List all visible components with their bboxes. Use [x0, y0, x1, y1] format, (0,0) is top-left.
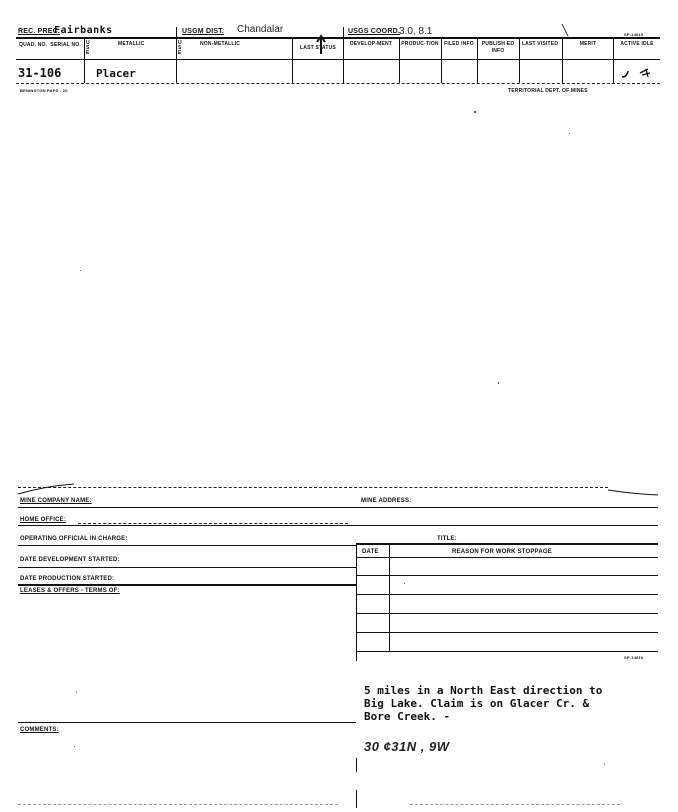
speck [474, 111, 476, 113]
comments-label: COMMENTS: [20, 727, 59, 733]
col-production: PRODUC-TION [401, 41, 439, 47]
col-last-visited: LAST VISITED [521, 41, 559, 47]
notes-line-3: Bore Creek. - [364, 710, 451, 723]
speck [76, 692, 77, 693]
operating-official-label: OPERATING OFFICIAL IN CHARGE: [20, 536, 128, 542]
lower-top-rule [18, 487, 608, 488]
col-development: DEVELOP-MENT [349, 41, 393, 47]
rec-prec-label: REC. PREC. [18, 28, 61, 35]
printer-note: BENINGTON PAPD - 20 [20, 88, 68, 93]
col-use-metallic: USE [86, 40, 90, 56]
col-quad-serial: QUAD. NO. SERIAL NO. [19, 42, 81, 48]
rec-prec-value: Fairbanks [54, 25, 113, 36]
col-last-status: LAST STATUS [300, 45, 336, 51]
status-mark [314, 34, 328, 56]
header-rule [16, 59, 660, 60]
col-use-nonmetallic: USE [178, 40, 182, 56]
date-development-label: DATE DEVELOPMENT STARTED: [20, 557, 120, 563]
col-active-idle: ACTIVE IDLE [620, 41, 654, 47]
mine-company-name-label: MINE COMPANY NAME: [20, 498, 92, 504]
form-id-2: SP-14616 [624, 655, 644, 660]
usgs-coord-label: USGS COORD. [348, 28, 400, 35]
notes-line-2: Big Lake. Claim is on Glacer Cr. & [364, 697, 590, 710]
row-bottom-rule [16, 83, 660, 84]
mine-address-label: MINE ADDRESS: [361, 498, 412, 504]
speck [404, 583, 405, 584]
pencil-stroke [560, 22, 580, 38]
speck [569, 133, 570, 134]
department-note: TERRITORIAL DEPT. OF MINES [508, 88, 588, 94]
handwritten-location: 30 ¢31N , 9W [364, 739, 450, 754]
notes-line-1: 5 miles in a North East direction to [364, 684, 603, 697]
title-label: TITLE: [437, 536, 457, 542]
col-merit: MERIT [579, 41, 597, 47]
col-published-info: PUBLISH-ED INFO [481, 41, 515, 54]
record-quad-serial: 31-106 [18, 66, 62, 80]
col-metallic: METALLIC [118, 41, 145, 47]
leases-offers-label: LEASES & OFFERS - TERMS OF: [20, 588, 120, 594]
speck [604, 764, 605, 765]
location-notes [364, 684, 602, 723]
col-non-metallic: NON-METALLIC [200, 41, 241, 47]
date-header: DATE [362, 549, 379, 555]
col-filed-info: FILED INFO [444, 41, 474, 47]
active-idle-mark [618, 65, 658, 81]
speck [498, 382, 499, 384]
reason-header: REASON FOR WORK STOPPAGE [452, 549, 552, 555]
speck [74, 746, 75, 747]
record-metallic: Placer [96, 67, 136, 80]
usgs-coord-value: 3.0, 8.1 [399, 26, 433, 37]
form-id: SP-14615 [624, 32, 644, 37]
speck [80, 270, 81, 271]
usgm-dist-value: Chandalar [237, 24, 284, 35]
home-office-label: HOME OFFICE: [20, 517, 67, 523]
date-production-label: DATE PRODUCTION STARTED: [20, 576, 115, 582]
usgm-dist-label: USGM DIST. [182, 28, 225, 35]
